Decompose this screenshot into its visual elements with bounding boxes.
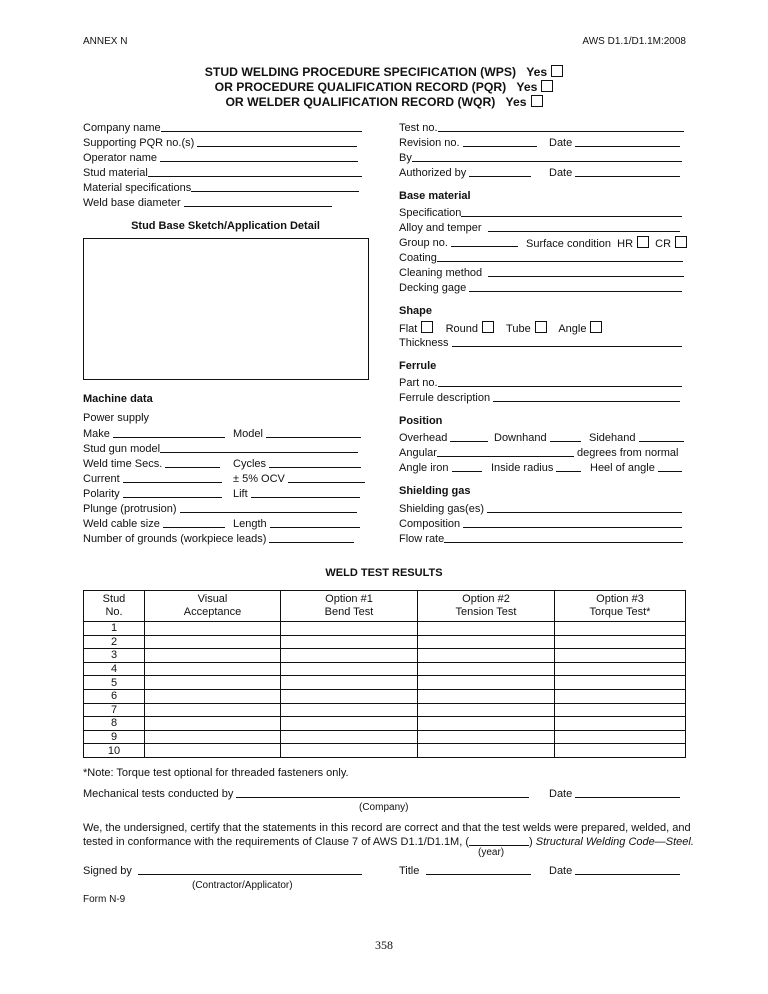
- table-row: 10: [84, 744, 686, 758]
- shielding-gases-field[interactable]: Shielding gas(es): [399, 502, 682, 517]
- overhead-field[interactable]: Overhead: [399, 431, 488, 446]
- ferrule-heading: Ferrule: [399, 360, 437, 372]
- stud-gun-model-field[interactable]: Stud gun model: [83, 442, 358, 457]
- revision-date-field[interactable]: Date: [549, 136, 680, 151]
- polarity-field[interactable]: Polarity: [83, 487, 222, 502]
- shielding-gas-heading: Shielding gas: [399, 485, 471, 497]
- weld-time-field[interactable]: Weld time Secs.: [83, 457, 220, 472]
- signature-date-field[interactable]: Date: [549, 864, 680, 879]
- weld-base-diameter-field[interactable]: Weld base diameter: [83, 196, 332, 211]
- authorized-date-field[interactable]: Date: [549, 166, 680, 181]
- power-supply-label: Power supply: [83, 412, 150, 424]
- make-field[interactable]: Make: [83, 427, 225, 442]
- company-caption: (Company): [359, 802, 409, 813]
- table-row: 5: [84, 676, 686, 690]
- table-row: 1: [84, 622, 686, 636]
- table-row: 9: [84, 730, 686, 744]
- table-row: 8: [84, 717, 686, 731]
- hr-checkbox[interactable]: [637, 236, 649, 248]
- angular-field[interactable]: Angular degrees from normal: [399, 447, 679, 459]
- wps-yes-checkbox[interactable]: [551, 65, 563, 77]
- test-no-field[interactable]: Test no.: [399, 121, 684, 136]
- heel-of-angle-field[interactable]: Heel of angle: [590, 461, 682, 476]
- table-row: 7: [84, 703, 686, 717]
- shape-heading: Shape: [399, 305, 433, 317]
- cycles-field[interactable]: Cycles: [233, 457, 361, 472]
- specification-field[interactable]: Specification: [399, 206, 682, 221]
- revision-no-field[interactable]: Revision no.: [399, 136, 537, 151]
- title-wqr: OR WELDER QUALIFICATION RECORD (WQR) Yes: [0, 95, 768, 109]
- coating-field[interactable]: Coating: [399, 251, 683, 266]
- col-tension-test: Option #2 Tension Test: [418, 591, 555, 622]
- group-no-field[interactable]: Group no.: [399, 236, 518, 251]
- col-torque-test: Option #3 Torque Test*: [555, 591, 686, 622]
- length-field[interactable]: Length: [233, 517, 360, 532]
- lift-field[interactable]: Lift: [233, 487, 360, 502]
- inside-radius-field[interactable]: Inside radius: [491, 461, 581, 476]
- form-number: Form N-9: [83, 894, 126, 905]
- annex-label: ANNEX N: [83, 36, 128, 47]
- shape-options: Flat Round Tube Angle: [399, 321, 602, 336]
- surface-condition-field: Surface condition HR CR: [526, 236, 687, 251]
- table-header-row: [84, 591, 686, 622]
- mechanical-tests-date-field[interactable]: Date: [549, 787, 680, 802]
- round-checkbox[interactable]: [482, 321, 494, 333]
- plunge-field[interactable]: Plunge (protrusion): [83, 502, 357, 517]
- position-heading: Position: [399, 415, 443, 427]
- grounds-field[interactable]: Number of grounds (workpiece leads): [83, 532, 354, 547]
- part-no-field[interactable]: Part no.: [399, 376, 682, 391]
- title-field[interactable]: Title: [399, 864, 531, 879]
- signed-by-field[interactable]: Signed by: [83, 864, 362, 879]
- cleaning-method-field[interactable]: Cleaning method: [399, 266, 684, 281]
- by-field[interactable]: By: [399, 151, 682, 166]
- torque-note: *Note: Torque test optional for threaded fasteners only.: [83, 767, 349, 779]
- year-field[interactable]: [469, 835, 529, 846]
- year-caption: (year): [478, 847, 505, 858]
- pqr-yes-checkbox[interactable]: [541, 80, 553, 92]
- col-bend-test: Option #1 Bend Test: [281, 591, 418, 622]
- material-specifications-field[interactable]: Material specifications: [83, 181, 359, 196]
- decking-gage-field[interactable]: Decking gage: [399, 281, 682, 296]
- sketch-title: Stud Base Sketch/Application Detail: [131, 220, 320, 232]
- table-row: 4: [84, 662, 686, 676]
- page-number: 358: [375, 938, 393, 952]
- contractor-caption: (Contractor/Applicator): [192, 880, 293, 891]
- col-visual-acceptance: Visual Acceptance: [145, 591, 281, 622]
- table-row: 6: [84, 689, 686, 703]
- ferrule-description-field[interactable]: Ferrule description: [399, 391, 680, 406]
- weld-cable-size-field[interactable]: Weld cable size: [83, 517, 225, 532]
- mechanical-tests-field[interactable]: Mechanical tests conducted by: [83, 787, 529, 802]
- title-pqr: OR PROCEDURE QUALIFICATION RECORD (PQR) Yes: [0, 80, 768, 94]
- table-row: 2: [84, 635, 686, 649]
- authorized-by-field[interactable]: Authorized by: [399, 166, 531, 181]
- model-field[interactable]: Model: [233, 427, 361, 442]
- sidehand-field[interactable]: Sidehand: [589, 431, 684, 446]
- title-wps: STUD WELDING PROCEDURE SPECIFICATION (WPS) Yes: [0, 65, 768, 79]
- base-material-heading: Base material: [399, 190, 471, 202]
- tube-checkbox[interactable]: [535, 321, 547, 333]
- flat-checkbox[interactable]: [421, 321, 433, 333]
- thickness-field[interactable]: Thickness: [399, 336, 682, 351]
- downhand-field[interactable]: Downhand: [494, 431, 581, 446]
- weld-test-results-table: [83, 590, 686, 758]
- operator-name-field[interactable]: Operator name: [83, 151, 358, 166]
- table-row: 3: [84, 649, 686, 663]
- current-field[interactable]: Current: [83, 472, 222, 487]
- angle-checkbox[interactable]: [590, 321, 602, 333]
- angle-iron-field[interactable]: Angle iron: [399, 461, 482, 476]
- stud-material-field[interactable]: Stud material: [83, 166, 362, 181]
- standard-reference: AWS D1.1/D1.1M:2008: [582, 36, 686, 47]
- alloy-temper-field[interactable]: Alloy and temper: [399, 221, 680, 236]
- composition-field[interactable]: Composition: [399, 517, 682, 532]
- weld-test-results-title: WELD TEST RESULTS: [325, 567, 443, 579]
- wqr-yes-checkbox[interactable]: [531, 95, 543, 107]
- company-name-field[interactable]: Company name: [83, 121, 362, 136]
- flow-rate-field[interactable]: Flow rate: [399, 532, 683, 547]
- cr-checkbox[interactable]: [675, 236, 687, 248]
- certify-line-1: We, the undersigned, certify that the statements in this record are correct and that the test welds were prepared, welded, and: [83, 822, 691, 834]
- machine-data-heading: Machine data: [83, 393, 153, 405]
- sketch-box[interactable]: [83, 238, 369, 380]
- certify-line-2: tested in conformance with the requirements of Clause 7 of AWS D1.1/D1.1M, ( ) Structural Welding Code—Steel.: [83, 836, 694, 848]
- ocv-field[interactable]: ± 5% OCV: [233, 472, 365, 487]
- supporting-pqr-field[interactable]: Supporting PQR no.(s): [83, 136, 357, 151]
- col-stud-no: Stud No.: [84, 591, 145, 622]
